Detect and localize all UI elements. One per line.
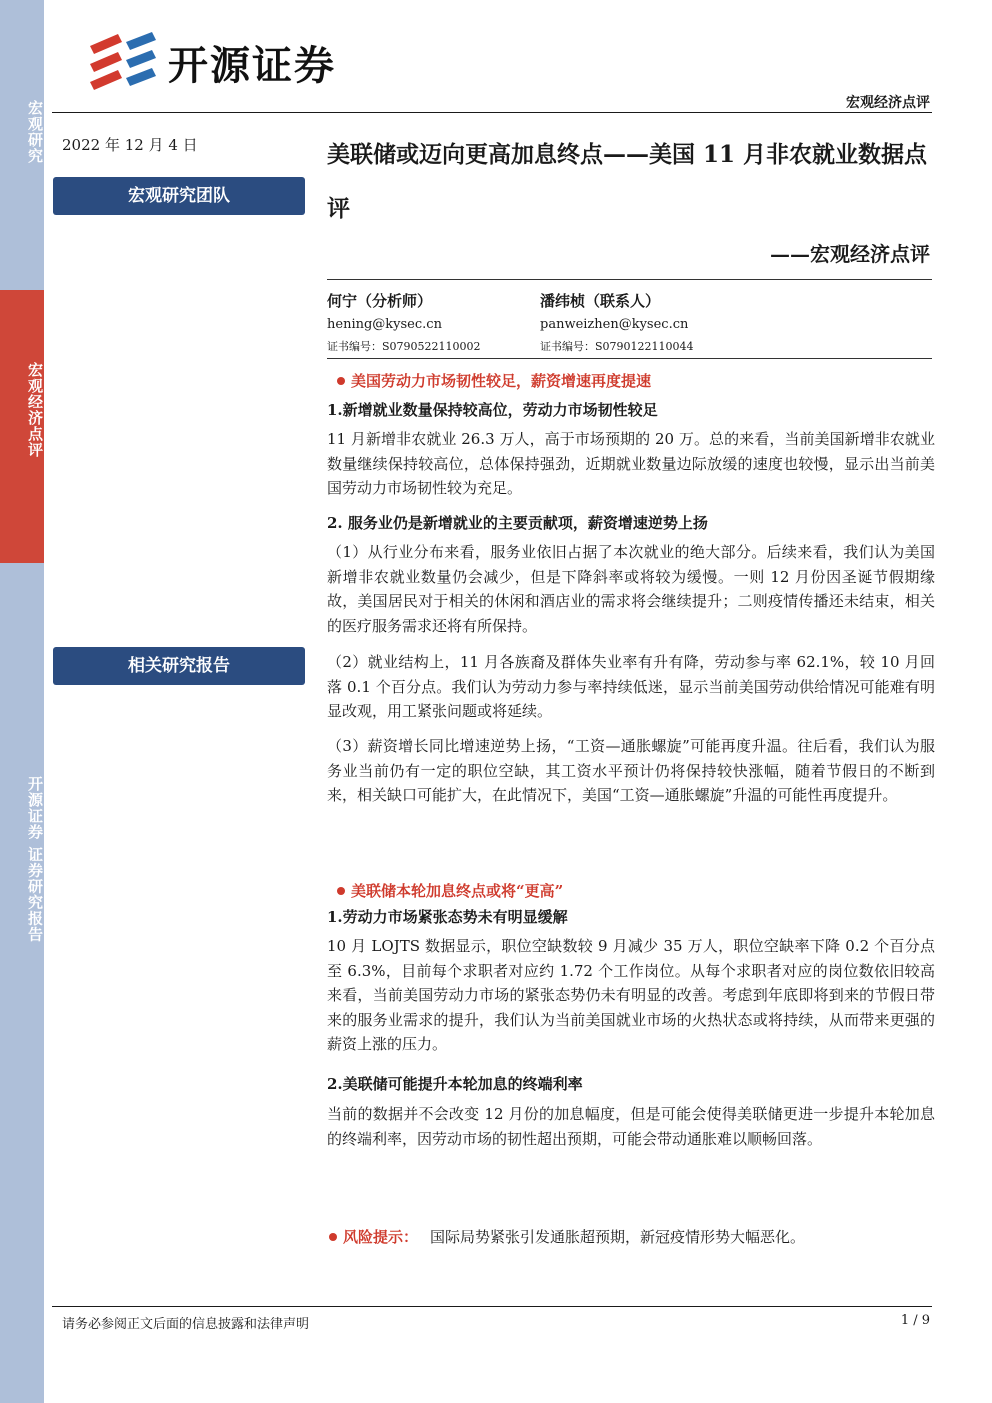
bullet-dot-icon <box>337 377 345 385</box>
footer-divider <box>52 1306 932 1307</box>
paragraph: 10 月 LOJTS 数据显示，职位空缺数较 9 月减少 35 万人，职位空缺率下降 0.2 个百分点至 6.3%，目前每个求职者对应约 1.72 个工作岗位。从每个求职者对应的岗位数依旧较高来看，当前美国劳动力市场的紧张态势仍未有明显的改善。考虑到年底即将到来的节假日带来的服务业需求的提升，我们认为当前美国就业市场的火热状态或将持续，从而带来更强的薪资上涨的压力。 <box>327 937 935 1053</box>
report-subtitle: ——宏观经济点评 <box>770 242 930 266</box>
risk-warning <box>327 1226 805 1247</box>
subsection-heading: 2. 服务业仍是新增就业的主要贡献项，薪资增速逆势上扬 <box>327 514 708 532</box>
bullet-dot-icon <box>337 887 345 895</box>
header-divider <box>52 112 932 113</box>
subsection-heading: 1.劳动力市场紧张态势未有明显缓解 <box>327 908 568 926</box>
analyst-name: 潘纬桢（联系人） <box>540 292 661 310</box>
section-bullet-text: 美国劳动力市场韧性较足，薪资增速再度提速 <box>351 372 652 390</box>
brand-name: 开源证券 <box>168 43 336 89</box>
paragraph: （2）就业结构上，11 月各族裔及群体失业率有升有降，劳动参与率 62.1%，较 10 月回落 0.1 个百分点。我们认为劳动力参与率持续低迷，显示当前美国劳动供给情况可能难有明显改观，用工紧张问题或将延续。 <box>327 653 935 720</box>
analyst-divider <box>327 358 932 359</box>
risk-text: 国际局势紧张引发通胀超预期，新冠疫情形势大幅恶化。 <box>430 1228 806 1246</box>
paragraph: 当前的数据并不会改变 12 月份的加息幅度，但是可能会使得美联储更进一步提升本轮加息的终端利率，因劳动市场的韧性超出预期，可能会带动通胀难以顺畅回落。 <box>327 1105 935 1148</box>
subsection-heading: 2.美联储可能提升本轮加息的终端利率 <box>327 1075 583 1093</box>
paragraph: （1）从行业分布来看，服务业依旧占据了本次就业的绝大部分。后续来看，我们认为美国新增非农就业数量仍会减少，但是下降斜率或将较为缓慢。一则 12 月份因圣诞节假期缘故，美国居民对于相关的休闲和酒店业的需求将会继续提升；二则疫情传播还未结束，相关的医疗服务需求还将有所保持。 <box>327 543 935 635</box>
section-bullet-text: 美联储本轮加息终点或将“更高” <box>351 882 564 900</box>
analyst-2 <box>540 290 694 354</box>
paragraph: （3）薪资增长同比增速逆势上扬，“工资—通胀螺旋”可能再度升温。往后看，我们认为服务业当前仍有一定的职位空缺，其工资水平预计仍将保持较快涨幅，随着节假日的不断到来，相关缺口可能扩大，在此情况下，美国“工资—通胀螺旋”升温的可能性再度提升。 <box>327 737 935 804</box>
page-number: 1 / 9 <box>900 1313 930 1328</box>
report-date: 2022 年 12 月 4 日 <box>62 136 198 154</box>
header-category: 宏观经济点评 <box>846 95 930 111</box>
report-title: 美联储或迈向更高加息终点——美国 11 月非农就业数据点评 <box>327 141 928 222</box>
analyst-cert: 证书编号：S0790122110044 <box>540 340 694 353</box>
brand-logo-icon <box>88 28 168 92</box>
paragraph: 11 月新增非农就业 26.3 万人，高于市场预期的 20 万。总的来看，当前美国新增非农就业数量继续保持较高位，总体保持强劲，近期就业数量边际放缓的速度也较慢，显示出当前美国劳动力市场韧性较为充足。 <box>327 430 935 497</box>
sidebar-mid <box>0 290 44 563</box>
section-bullet <box>327 880 563 901</box>
sidebar-top <box>0 0 44 290</box>
related-reports-box: 相关研究报告 <box>53 647 305 685</box>
analyst-email[interactable]: panweizhen@kysec.cn <box>540 317 689 332</box>
sidebar-bottom-label: 开源证券 证券研究报告 <box>26 775 44 943</box>
sidebar-mid-label: 宏观经济点评 <box>26 362 44 458</box>
analyst-email[interactable]: hening@kysec.cn <box>327 317 442 332</box>
team-box: 宏观研究团队 <box>53 177 305 215</box>
sidebar-bottom <box>0 563 44 1403</box>
section-bullet <box>327 370 651 391</box>
title-divider <box>327 279 932 280</box>
analyst-name: 何宁（分析师） <box>327 292 433 310</box>
footer-disclaimer: 请务必参阅正文后面的信息披露和法律声明 <box>62 1317 310 1332</box>
risk-label: 风险提示： <box>343 1228 419 1246</box>
analyst-cert: 证书编号：S0790522110002 <box>327 340 481 353</box>
sidebar-top-label: 宏观研究 <box>26 100 44 164</box>
subsection-heading: 1.新增就业数量保持较高位，劳动力市场韧性较足 <box>327 401 658 419</box>
analyst-1 <box>327 290 481 354</box>
bullet-dot-icon <box>329 1233 337 1241</box>
